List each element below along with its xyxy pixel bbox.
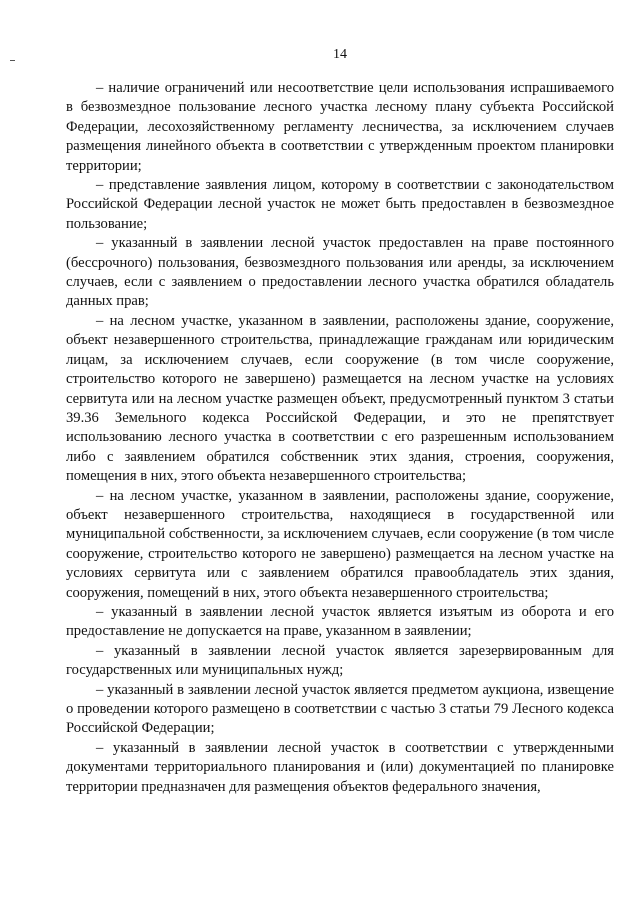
page-number: 14 [333,47,347,62]
paragraph-2: – представление заявления лицом, которому в соответствии с законодательством Российской Федерации лесной участок не может быть предоставлен в безвозмездное пользование; [66,177,614,232]
paragraph-1: – наличие ограничений или несоответствие цели использования испрашиваемого в безвозмездное пользование лесного участка лесному плану субъекта Российской Федерации, лесохозяйственному регламенту лесничества, за исключением случаев размещения линейного объекта в соответствии с утвержденным проектом планировки территории; [66,80,614,174]
paragraph-3: – указанный в заявлении лесной участок предоставлен на праве постоянного (бессрочного) пользования, безвозмездного пользования или аренды, за исключением случаев, если с заявлением о предоставлении лесного участка обратился обладатель данных прав; [66,235,614,310]
paragraph-6: – указанный в заявлении лесной участок является изъятым из оборота и его предоставление не допускается на праве, указанном в заявлении; [66,603,614,640]
paragraph-4: – на лесном участке, указанном в заявлении, расположены здание, сооружение, объект незавершенного строительства, принадлежащие гражданам или юридическим лицам, за исключением случаев, если сооружение (в том числе сооружение, строительство которого не завершено) размещается на лесном участке на условиях сервитута или на лесном участке размещен объект, предусмотренный пунктом 3 статьи 39.36 Земельного кодекса Российской Федерации, и это не препятствует использованию лесного участка в соответствии с его разрешенным использованием либо с заявлением обратился собственник этих здания, строения, сооружения, помещения в них, этого объекта незавершенного строительства; [66,312,614,485]
paragraph-9: – указанный в заявлении лесной участок в соответствии с утвержденными документами территориального планирования и (или) документацией по планировке территории предназначен для размещения объектов федерального значения, [66,739,614,795]
paragraph-8: – указанный в заявлении лесной участок является предметом аукциона, извещение о проведении которого размещено в соответствии с частью 3 статьи 79 Лесного кодекса Российской Федерации; [66,681,614,737]
document-body [66,79,614,797]
paragraph-7: – указанный в заявлении лесной участок является зарезервированным для государственных или муниципальных нужд; [66,642,614,679]
paragraph-5: – на лесном участке, указанном в заявлении, расположены здание, сооружение, объект незавершенного строительства, находящиеся в государственной или муниципальной собственности, за исключением случаев, если сооружение (в том числе сооружение, строительство которого не завершено) размещается на лесном участке на условиях сервитута или с заявлением обратился правообладатель этих здания, сооружения, помещений в них, этого объекта незавершенного строительства; [66,487,614,601]
